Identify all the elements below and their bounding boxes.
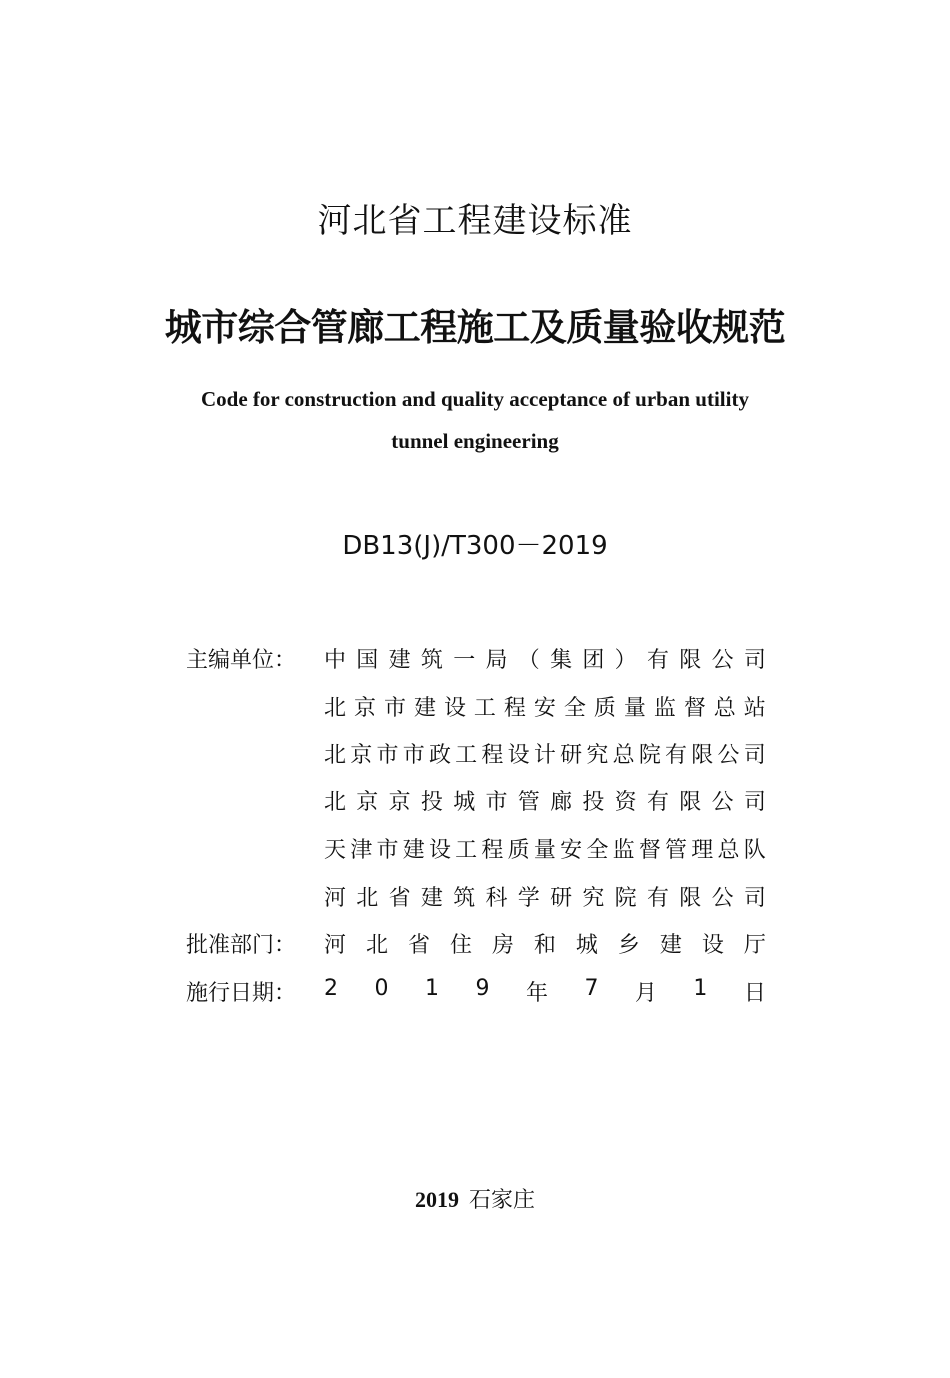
english-title-line-2: tunnel engineering — [391, 429, 559, 453]
info-row-chief-editor-5 — [186, 828, 766, 868]
standard-category-heading: 河北省工程建设标准 — [317, 201, 633, 241]
english-title — [120, 378, 830, 462]
english-title-line-1: Code for construction and quality acceptance of urban utility — [201, 387, 749, 411]
footer-city: 石家庄 — [468, 1188, 535, 1213]
info-value: 天 津 市 建 设 工 程 质 量 安 全 监 督 管 理 总 队 — [324, 837, 766, 863]
info-value: 河 北 省 建 筑 科 学 研 究 院 有 限 公 司 — [324, 885, 766, 911]
footer-year: 2019 — [414, 1187, 459, 1212]
document-title: 城市综合管廊工程施工及质量验收规范 — [164, 305, 786, 349]
standard-code: DB13(J)/T300－2019 — [342, 531, 608, 561]
info-label: 批准部门： — [186, 932, 297, 958]
info-row-chief-editor-1 — [186, 638, 766, 678]
info-row-chief-editor-6 — [186, 876, 766, 916]
info-row-chief-editor-4 — [186, 780, 766, 820]
info-value: 北 京 京 投 城 市 管 廊 投 资 有 限 公 司 — [324, 789, 766, 815]
info-value: 中 国 建 筑 一 局 （ 集 团 ） 有 限 公 司 — [324, 647, 766, 673]
info-label: 主编单位： — [186, 647, 297, 673]
info-value: 河 北 省 住 房 和 城 乡 建 设 厅 — [324, 932, 766, 958]
info-row-effective-date — [186, 971, 766, 1011]
info-value: 北 京 市 市 政 工 程 设 计 研 究 总 院 有 限 公 司 — [324, 742, 766, 768]
info-value: 北 京 市 建 设 工 程 安 全 质 量 监 督 总 站 — [324, 695, 766, 721]
info-row-approval-dept — [186, 923, 766, 963]
publication-footer — [0, 1180, 950, 1221]
info-row-chief-editor-3 — [186, 733, 766, 773]
info-value: 2 0 1 9 年 7 月 1 日 — [324, 975, 766, 1006]
info-label: 施行日期： — [186, 980, 297, 1006]
info-row-chief-editor-2 — [186, 686, 766, 726]
